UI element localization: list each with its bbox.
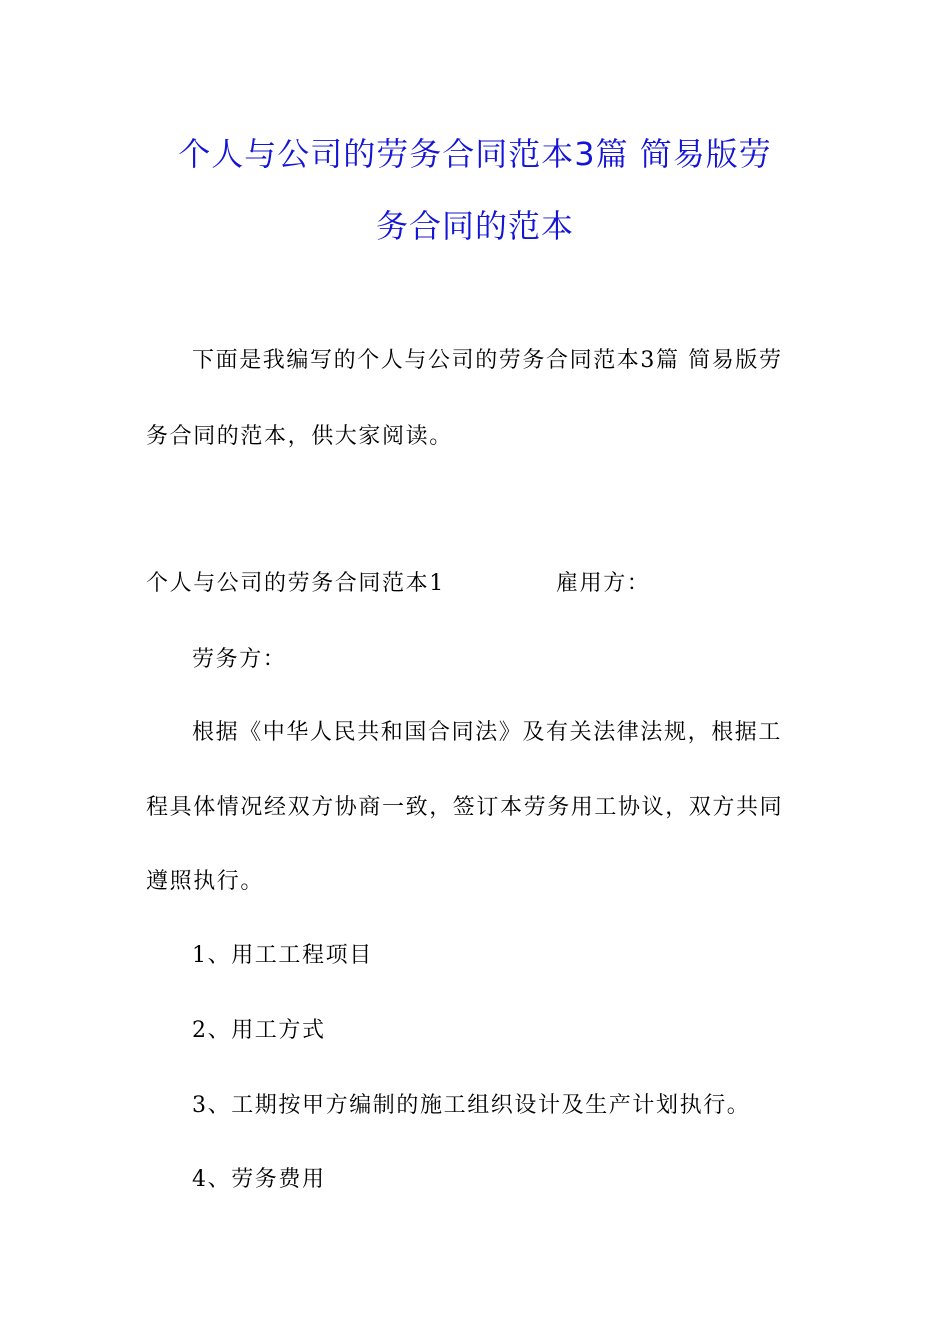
document-title-line-1: 个人与公司的劳务合同范本3篇 简易版劳	[178, 135, 772, 173]
intro-paragraph-line-2: 务合同的范本，供大家阅读。	[146, 424, 453, 449]
section-1-heading: 个人与公司的劳务合同范本1	[146, 571, 445, 596]
basis-paragraph-line-2: 程具体情况经双方协商一致，签订本劳务用工协议，双方共同	[146, 795, 784, 820]
basis-paragraph-line-3: 遵照执行。	[146, 869, 265, 894]
list-item: 2、用工方式	[192, 1018, 326, 1043]
document-title-line-2: 务合同的范本	[375, 207, 574, 245]
basis-paragraph-line-1: 根据《中华人民共和国合同法》及有关法律法规，根据工	[192, 720, 783, 745]
employer-label: 雇用方：	[556, 571, 651, 596]
worker-label: 劳务方：	[192, 647, 287, 672]
list-item: 1、用工工程项目	[192, 943, 373, 968]
list-item: 3、工期按甲方编制的施工组织设计及生产计划执行。	[192, 1093, 751, 1118]
list-item: 4、劳务费用	[192, 1167, 326, 1192]
intro-paragraph-line-1: 下面是我编写的个人与公司的劳务合同范本3篇 简易版劳	[192, 348, 783, 373]
